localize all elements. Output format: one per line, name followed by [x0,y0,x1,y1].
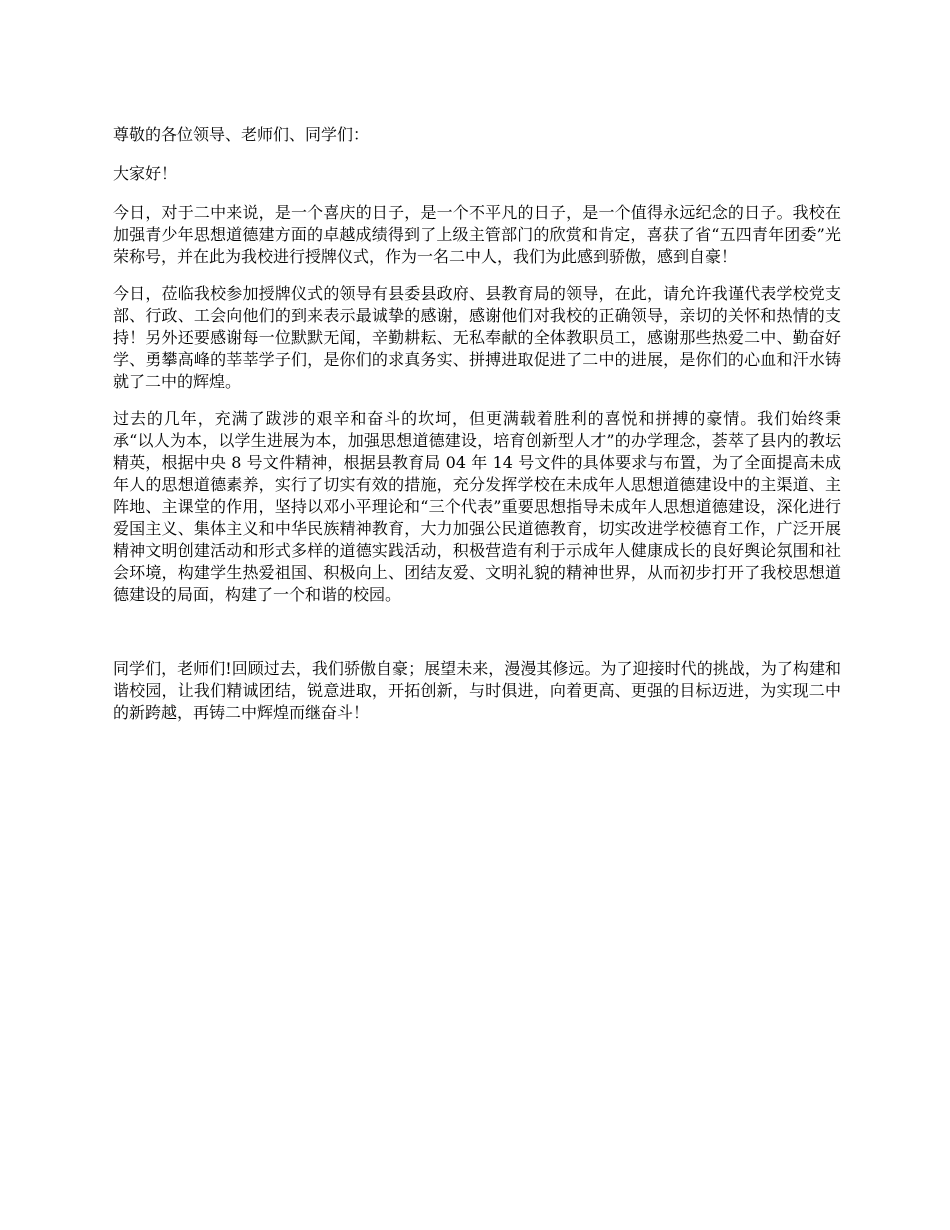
greeting-line: 大家好！ [113,164,178,183]
paragraph-celebration: 今日，对于二中来说，是一个喜庆的日子，是一个不平凡的日子，是一个值得永远纪念的日子。我校在加强青少年思想道德建方面的卓越成绩得到了上级主管部门的欣赏和肯定，喜获了省“五四青年团委”光荣称号，并在此为我校进行授牌仪式，作为一名二中人，我们为此感到骄傲，感到自豪！ [113,203,841,266]
salutation-line: 尊敬的各位领导、老师们、同学们： [113,125,370,144]
paragraph-closing: 同学们，老师们!回顾过去，我们骄傲自豪；展望未来，漫漫其修远。为了迎接时代的挑战，为了构建和谐校园，让我们精诚团结，锐意进取，开拓创新，与时俱进，向着更高、更强的目标迈进，为实现二中的新跨越，再铸二中辉煌而继奋斗！ [113,659,841,722]
document-body [113,124,841,739]
paragraph-thanks: 今日，莅临我校参加授牌仪式的领导有县委县政府、县教育局的领导，在此，请允许我谨代表学校党支部、行政、工会向他们的到来表示最诚挚的感谢，感谢他们对我校的正确领导，亲切的关怀和热情的支持！另外还要感谢每一位默默无闻，辛勤耕耘、无私奉献的全体教职员工，感谢那些热爱二中、勤奋好学、勇攀高峰的莘莘学子们，是你们的求真务实、拼搏进取促进了二中的进展，是你们的心血和汗水铸就了二中的辉煌。 [113,284,841,391]
paragraph-achievements: 过去的几年，充满了跋涉的艰辛和奋斗的坎坷，但更满载着胜利的喜悦和拼搏的豪情。我们始终秉承“以人为本，以学生进展为本，加强思想道德建设，培育创新型人才”的办学理念，荟萃了县内的教坛精英，根据中央 8 号文件精神，根据县教育局 04 年 14 号文件的具体要求与布置，为了全面提高未成年人的思想道德素养，实行了切实有效的措施，充分发挥学校在未成年人思想道德建设中的主渠道、主阵地、主课堂的作用，坚持以邓小平理论和“三个代表”重要思想指导未成年人思想道德建设，深化进行爱国主义、集体主义和中华民族精神教育，大力加强公民道德教育，切实改进学校德育工作，广泛开展精神文明创建活动和形式多样的道德实践活动，积极营造有利于示成年人健康成长的良好舆论氛围和社会环境，构建学生热爱祖国、积极向上、团结友爱、文明礼貌的精神世界，从而初步打开了我校思想道德建设的局面，构建了一个和谐的校园。 [113,409,841,604]
paragraph-gap [113,621,841,658]
